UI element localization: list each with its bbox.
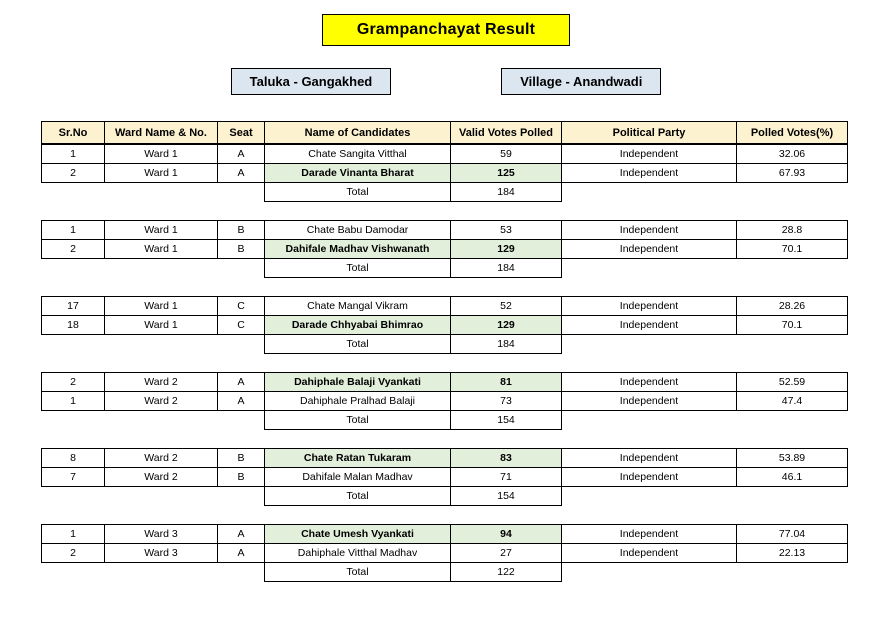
total-label: Total: [265, 411, 451, 430]
cell-ward: Ward 2: [105, 449, 218, 468]
cell-srno: 1: [42, 392, 105, 411]
taluka-label: Taluka - Gangakhed: [231, 68, 392, 95]
spacer-cell: [42, 411, 105, 430]
spacer-cell: [42, 335, 105, 354]
results-tables: [0, 121, 892, 582]
results-header-table: [41, 121, 848, 144]
cell-ward: Ward 1: [105, 316, 218, 335]
total-label: Total: [265, 259, 451, 278]
table-header-row: [42, 122, 848, 144]
spacer-cell: [562, 183, 737, 202]
result-table: [41, 448, 848, 506]
spacer-cell: [737, 335, 848, 354]
page-title: Grampanchayat Result: [322, 14, 570, 46]
cell-candidate: Darade Vinanta Bharat: [265, 164, 451, 183]
total-votes: 184: [451, 259, 562, 278]
spacer-cell: [105, 259, 218, 278]
cell-pct: 67.93: [737, 164, 848, 183]
cell-srno: 1: [42, 145, 105, 164]
result-block: [41, 372, 847, 430]
cell-srno: 1: [42, 221, 105, 240]
cell-party: Independent: [562, 240, 737, 259]
table-row: [42, 297, 848, 316]
cell-pct: 22.13: [737, 544, 848, 563]
total-row: [42, 183, 848, 202]
result-block: [41, 448, 847, 506]
spacer-cell: [42, 259, 105, 278]
spacer-cell: [105, 411, 218, 430]
cell-ward: Ward 1: [105, 164, 218, 183]
cell-candidate: Chate Sangita Vitthal: [265, 145, 451, 164]
cell-pct: 28.26: [737, 297, 848, 316]
cell-party: Independent: [562, 468, 737, 487]
cell-pct: 46.1: [737, 468, 848, 487]
result-table: [41, 524, 848, 582]
cell-srno: 2: [42, 164, 105, 183]
total-votes: 184: [451, 335, 562, 354]
cell-pct: 77.04: [737, 525, 848, 544]
result-table: [41, 372, 848, 430]
cell-pct: 32.06: [737, 145, 848, 164]
spacer-cell: [218, 487, 265, 506]
cell-pct: 28.8: [737, 221, 848, 240]
cell-party: Independent: [562, 221, 737, 240]
cell-ward: Ward 1: [105, 145, 218, 164]
cell-votes: 94: [451, 525, 562, 544]
cell-srno: 2: [42, 373, 105, 392]
cell-votes: 129: [451, 240, 562, 259]
cell-candidate: Chate Babu Damodar: [265, 221, 451, 240]
cell-candidate: Chate Umesh Vyankati: [265, 525, 451, 544]
cell-pct: 70.1: [737, 240, 848, 259]
cell-party: Independent: [562, 392, 737, 411]
cell-ward: Ward 1: [105, 221, 218, 240]
col-header-srno: Sr.No: [42, 122, 105, 144]
total-votes: 184: [451, 183, 562, 202]
cell-votes: 73: [451, 392, 562, 411]
spacer-cell: [105, 335, 218, 354]
subheader: [0, 68, 892, 95]
cell-party: Independent: [562, 373, 737, 392]
cell-seat: A: [218, 145, 265, 164]
col-header-ward: Ward Name & No.: [105, 122, 218, 144]
result-block: [41, 144, 847, 202]
cell-candidate: Chate Mangal Vikram: [265, 297, 451, 316]
cell-candidate: Dahiphale Pralhad Balaji: [265, 392, 451, 411]
cell-votes: 81: [451, 373, 562, 392]
result-block: [41, 220, 847, 278]
cell-srno: 17: [42, 297, 105, 316]
cell-seat: A: [218, 373, 265, 392]
cell-votes: 27: [451, 544, 562, 563]
cell-votes: 71: [451, 468, 562, 487]
cell-candidate: Dahifale Madhav Vishwanath: [265, 240, 451, 259]
cell-votes: 53: [451, 221, 562, 240]
total-label: Total: [265, 563, 451, 582]
cell-srno: 2: [42, 544, 105, 563]
col-header-valid-votes: Valid Votes Polled: [451, 122, 562, 144]
cell-party: Independent: [562, 145, 737, 164]
spacer-cell: [562, 487, 737, 506]
spacer-cell: [737, 487, 848, 506]
col-header-seat: Seat: [218, 122, 265, 144]
total-row: [42, 411, 848, 430]
col-header-candidate: Name of Candidates: [265, 122, 451, 144]
total-votes: 154: [451, 487, 562, 506]
table-row: [42, 221, 848, 240]
cell-votes: 129: [451, 316, 562, 335]
cell-ward: Ward 1: [105, 240, 218, 259]
cell-candidate: Dahifale Malan Madhav: [265, 468, 451, 487]
table-row: [42, 164, 848, 183]
cell-seat: A: [218, 544, 265, 563]
cell-ward: Ward 2: [105, 392, 218, 411]
cell-party: Independent: [562, 525, 737, 544]
total-label: Total: [265, 183, 451, 202]
result-block: [41, 296, 847, 354]
cell-pct: 52.59: [737, 373, 848, 392]
cell-party: Independent: [562, 316, 737, 335]
spacer-cell: [105, 487, 218, 506]
cell-pct: 53.89: [737, 449, 848, 468]
col-header-polled-pct: Polled Votes(%): [737, 122, 848, 144]
cell-seat: B: [218, 449, 265, 468]
spacer-cell: [105, 183, 218, 202]
cell-ward: Ward 2: [105, 373, 218, 392]
spacer-cell: [218, 335, 265, 354]
result-table: [41, 144, 848, 202]
table-row: [42, 392, 848, 411]
cell-seat: B: [218, 221, 265, 240]
spacer-cell: [105, 563, 218, 582]
spacer-cell: [218, 563, 265, 582]
spacer-cell: [737, 183, 848, 202]
cell-srno: 2: [42, 240, 105, 259]
col-header-party: Political Party: [562, 122, 737, 144]
cell-votes: 125: [451, 164, 562, 183]
spacer-cell: [562, 563, 737, 582]
cell-candidate: Chate Ratan Tukaram: [265, 449, 451, 468]
cell-votes: 52: [451, 297, 562, 316]
cell-seat: A: [218, 164, 265, 183]
total-row: [42, 563, 848, 582]
cell-seat: A: [218, 525, 265, 544]
table-row: [42, 240, 848, 259]
spacer-cell: [218, 183, 265, 202]
village-label: Village - Anandwadi: [501, 68, 661, 95]
cell-party: Independent: [562, 297, 737, 316]
cell-seat: C: [218, 297, 265, 316]
cell-pct: 47.4: [737, 392, 848, 411]
cell-pct: 70.1: [737, 316, 848, 335]
total-label: Total: [265, 335, 451, 354]
spacer-cell: [42, 183, 105, 202]
cell-ward: Ward 3: [105, 525, 218, 544]
table-row: [42, 449, 848, 468]
cell-candidate: Dahiphale Vitthal Madhav: [265, 544, 451, 563]
result-block: [41, 524, 847, 582]
cell-party: Independent: [562, 544, 737, 563]
table-row: [42, 316, 848, 335]
cell-srno: 18: [42, 316, 105, 335]
cell-ward: Ward 1: [105, 297, 218, 316]
cell-srno: 8: [42, 449, 105, 468]
table-row: [42, 468, 848, 487]
cell-party: Independent: [562, 449, 737, 468]
cell-seat: B: [218, 468, 265, 487]
cell-srno: 7: [42, 468, 105, 487]
cell-seat: C: [218, 316, 265, 335]
cell-candidate: Dahiphale Balaji Vyankati: [265, 373, 451, 392]
result-table: [41, 296, 848, 354]
title-area: [0, 0, 892, 46]
spacer-cell: [562, 259, 737, 278]
result-table: [41, 220, 848, 278]
total-label: Total: [265, 487, 451, 506]
total-row: [42, 487, 848, 506]
cell-votes: 83: [451, 449, 562, 468]
spacer-cell: [562, 335, 737, 354]
table-row: [42, 145, 848, 164]
spacer-cell: [562, 411, 737, 430]
cell-srno: 1: [42, 525, 105, 544]
spacer-cell: [42, 563, 105, 582]
spacer-cell: [218, 411, 265, 430]
total-votes: 122: [451, 563, 562, 582]
result-blocks: [41, 144, 847, 582]
cell-votes: 59: [451, 145, 562, 164]
spacer-cell: [737, 259, 848, 278]
spacer-cell: [737, 563, 848, 582]
cell-candidate: Darade Chhyabai Bhimrao: [265, 316, 451, 335]
spacer-cell: [218, 259, 265, 278]
cell-seat: B: [218, 240, 265, 259]
cell-ward: Ward 3: [105, 544, 218, 563]
cell-ward: Ward 2: [105, 468, 218, 487]
table-row: [42, 525, 848, 544]
table-row: [42, 544, 848, 563]
table-row: [42, 373, 848, 392]
cell-seat: A: [218, 392, 265, 411]
spacer-cell: [737, 411, 848, 430]
cell-party: Independent: [562, 164, 737, 183]
total-row: [42, 335, 848, 354]
total-votes: 154: [451, 411, 562, 430]
total-row: [42, 259, 848, 278]
spacer-cell: [42, 487, 105, 506]
